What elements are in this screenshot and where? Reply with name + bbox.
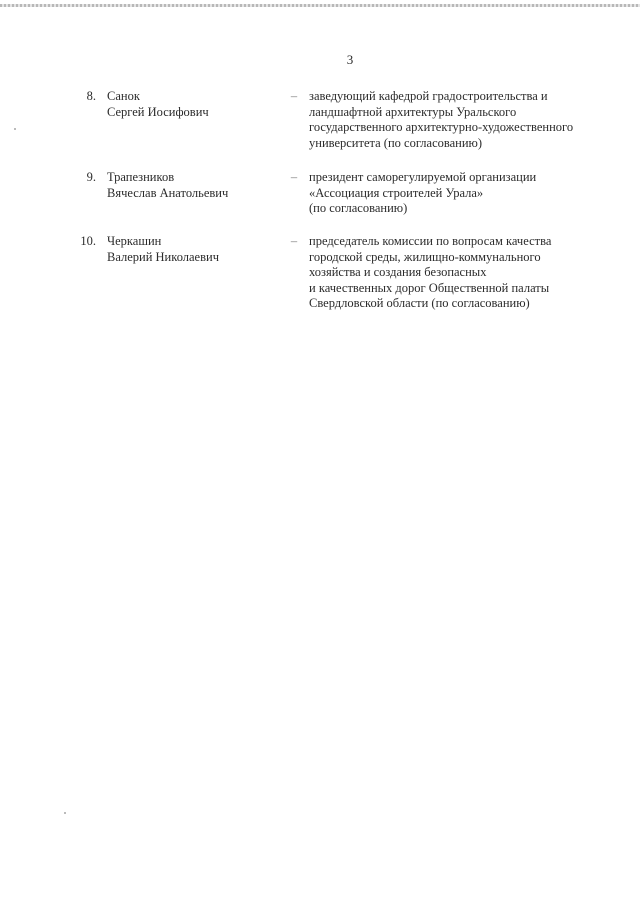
role-line: заведующий кафедрой градостроительства и (309, 89, 548, 103)
member-name (107, 234, 277, 265)
role-line: ландшафтной архитектуры Уральского (309, 104, 517, 119)
role-line: городской среды, жилищно-коммунального (309, 249, 541, 264)
member-role (309, 234, 629, 312)
member-given-names: Сергей Иосифович (107, 104, 209, 119)
role-line: «Ассоциация строителей Урала» (309, 185, 484, 200)
item-number: 10. (80, 234, 96, 248)
scan-speck (64, 812, 66, 814)
role-line: университета (по согласованию) (309, 135, 483, 150)
role-line: государственного архитектурно-художественного (309, 120, 574, 134)
member-name (107, 170, 277, 201)
member-surname: Черкашин (107, 234, 162, 248)
member-role (309, 170, 629, 217)
scan-speck (14, 128, 16, 130)
role-line: председатель комиссии по вопросам качества (309, 234, 552, 248)
member-name (107, 89, 277, 120)
member-given-names: Вячеслав Анатольевич (107, 185, 229, 200)
member-surname: Санок (107, 89, 140, 103)
item-number: 8. (86, 89, 96, 103)
dash-separator: – (290, 89, 298, 103)
dash-separator: – (290, 170, 298, 184)
role-line: (по согласованию) (309, 201, 408, 215)
dash-separator: – (290, 234, 298, 248)
role-line: хозяйства и создания безопасных (309, 265, 487, 279)
member-surname: Трапезников (107, 170, 175, 184)
role-line: президент саморегулируемой организации (309, 170, 537, 184)
item-number: 9. (86, 170, 96, 184)
scan-edge-artifact (0, 4, 640, 7)
role-line: Свердловской области (по согласованию) (309, 296, 530, 310)
page-number: 3 (346, 52, 354, 67)
member-given-names: Валерий Николаевич (107, 249, 219, 264)
role-line: и качественных дорог Общественной палаты (309, 280, 550, 295)
member-role (309, 89, 629, 151)
